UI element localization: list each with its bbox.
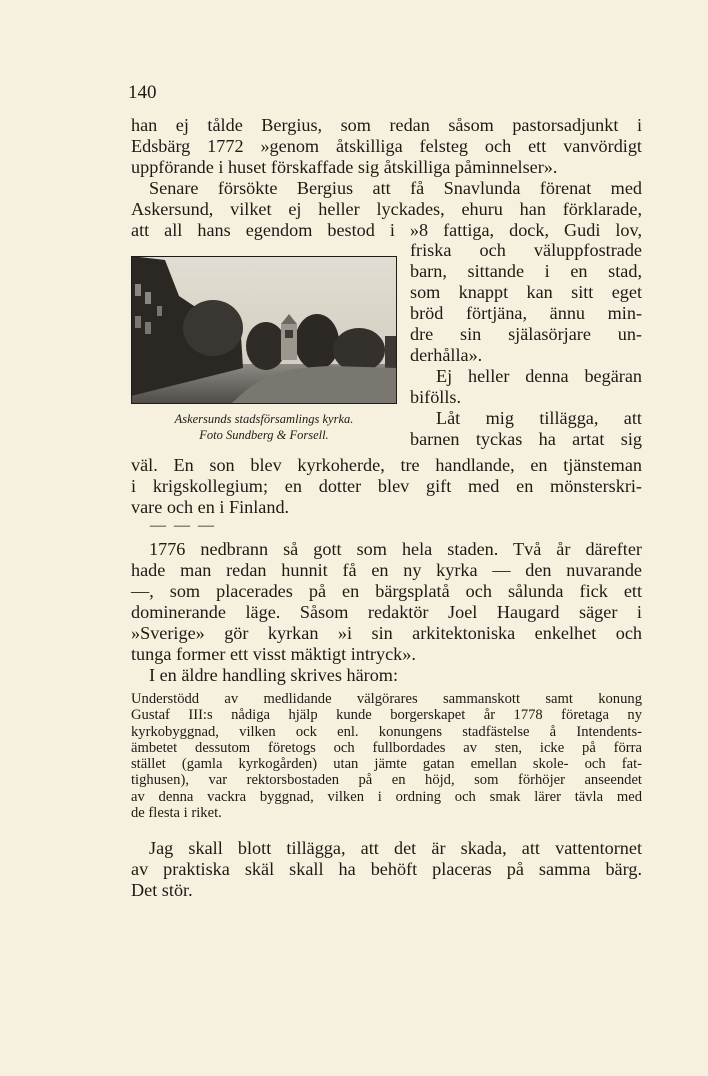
text-line: dre sin själasörjare un- (410, 324, 642, 344)
text-line: väl. En son blev kyrkoherde, tre handlande, en tjänsteman (131, 455, 642, 475)
section-separator: — — — (150, 517, 216, 534)
text-line: bröd förtjäna, ännu min- (410, 303, 642, 323)
text-line: friska och väluppfostrade (410, 240, 642, 260)
church-photograph (131, 256, 397, 404)
text-line: Låt mig tillägga, att (436, 408, 642, 428)
text-line: »Sverige» gör kyrkan »i sin arkitektoniska enkelhet och (131, 623, 642, 643)
text-line: dominerande läge. Såsom redaktör Joel Haugard säger i (131, 602, 642, 622)
text-line: barn, sittande i en stad, (410, 261, 642, 281)
text-line: att all hans egendom bestod i »8 fattiga, dock, Gudi lov, (131, 220, 642, 240)
text-line: 1776 nedbrann så gott som hela staden. Två år därefter (149, 539, 642, 559)
caption-credit: Foto Sundberg & Forsell. (199, 428, 329, 442)
text-line: vare och en i Finland. (131, 497, 290, 517)
quote-line: stället (gamla kyrkogården) utan jämte gatan emellan skole- och fat- (131, 756, 642, 773)
text-line: I en äldre handling skrives härom: (149, 665, 398, 685)
caption-title: Askersunds stadsförsamlings kyrka. (174, 412, 354, 426)
text-line: Det stör. (131, 880, 193, 900)
text-line: av praktiska skäl skall ha behöft placeras på samma bärg. (131, 859, 642, 879)
quote-line: av denna vackra byggnad, vilken i ordning och smak lärer tävla med (131, 788, 642, 805)
page-number: 140 (128, 82, 157, 103)
quoted-document (131, 691, 642, 821)
text-line: barnen tyckas ha artat sig (410, 429, 642, 449)
quote-line: kyrkobyggnad, vilken ock enl. konungens stadfästelse å Intendents- (131, 723, 642, 740)
text-line: Jag skall blott tillägga, att det är skada, att vattentornet (149, 838, 642, 858)
text-line: —, som placerades på en bärgsplatå och sålunda fick ett (131, 581, 642, 601)
text-line: tunga former ett visst mäktigt intryck». (131, 644, 416, 664)
text-line: derhålla». (410, 345, 483, 365)
quote-line: tighusen), var rektorsbostaden på en höjd, som förhöjer anseendet (131, 772, 642, 789)
text-line: Senare försökte Bergius att få Snavlunda förenat med (149, 178, 642, 198)
text-line: i krigskollegium; en dotter blev gift med en mönsterskri- (131, 476, 642, 496)
text-line: Askersund, vilket ej heller lyckades, ehuru han förklarade, (131, 199, 642, 219)
quote-line: ämbetet dessutom företogs och fullbordades av sten, icke på förra (131, 739, 642, 756)
quote-line: Understödd av medlidande välgörares sammanskott samt konung (131, 691, 642, 707)
text-line: bifölls. (410, 387, 462, 407)
continuation-paragraph (131, 455, 642, 518)
text-line: hade man redan hunnit få en ny kyrka — den nuvarande (131, 560, 642, 580)
church-history-paragraph (131, 539, 642, 686)
text-line: Ej heller denna begäran (436, 366, 642, 386)
quote-line: de flesta i riket. (131, 805, 222, 822)
opening-paragraph (131, 115, 642, 241)
quote-line: Gustaf III:s nådiga hjälp kunde borgerskapet år 1778 företaga ny (131, 707, 642, 724)
wrapped-text-column (410, 240, 642, 450)
text-line: han ej tålde Bergius, som redan såsom pastorsadjunkt i (131, 115, 642, 135)
photo-caption (131, 411, 397, 443)
text-line: som knappt kan sitt eget (410, 282, 642, 302)
church-photo-image (131, 256, 397, 404)
closing-paragraph (131, 838, 642, 901)
text-line: Edsbärg 1772 »genom åtskilliga felsteg och ett vanvördigt (131, 136, 642, 156)
text-line: uppförande i huset förskaffade sig åtskilliga påminnelser». (131, 157, 558, 177)
